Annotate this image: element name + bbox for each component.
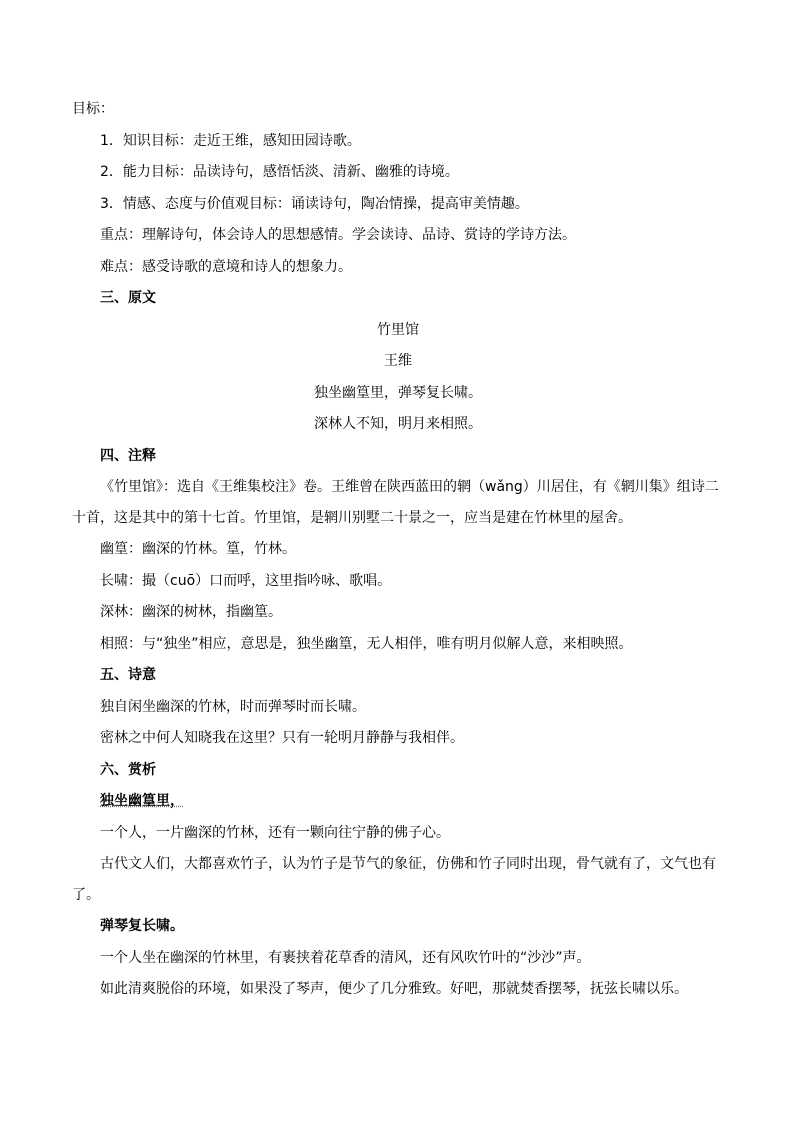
- difficulty-point: 难点：感受诗歌的意境和诗人的想象力。: [100, 258, 352, 275]
- meaning-line-1: 独自闲坐幽深的竹林，时而弹琴时而长啸。: [100, 698, 366, 715]
- document-page: [72, 94, 724, 1006]
- note-xiangzhao: 相照：与“独坐”相应，意思是，独坐幽篁，无人相伴，唯有明月似解人意，来相映照。: [100, 635, 633, 652]
- appreciation-subheading-2: 弹琴复长啸。: [100, 918, 184, 934]
- meaning-line-2: 密林之中何人知晓我在这里？只有一轮明月静静与我相伴。: [100, 730, 464, 746]
- note-youhuang: 幽篁：幽深的竹林。篁，竹林。: [100, 541, 296, 557]
- appreciation-para-3: 一个人坐在幽深的竹林里，有裹挟着花草香的清风，还有风吹竹叶的“沙沙”声。: [100, 949, 591, 966]
- objective-knowledge: 1．知识目标：走近王维，感知田园诗歌。: [100, 132, 361, 149]
- appreciation-para-1: 一个人，一片幽深的竹林，还有一颗向往宁静的佛子心。: [100, 824, 450, 841]
- poem-title: 竹里馆: [377, 321, 419, 338]
- poem-author: 王维: [384, 353, 412, 369]
- section-heading-meaning: 五、诗意: [100, 667, 156, 683]
- note-source: 《竹里馆》：选自《王维集校注》卷。王维曾在陕西蓝田的辋（wǎng）川居住，有《辋川集》组诗二十首，这是其中的第十七首。竹里馆，是辋川别墅二十景之一，应当是建在竹林里的屋舍。: [72, 479, 719, 526]
- section-heading-original: 三、原文: [100, 290, 156, 306]
- appreciation-para-2: 古代文人们，大都喜欢竹子，认为竹子是节气的象征，仿佛和竹子同时出现，骨气就有了，文气也有了。: [72, 856, 716, 903]
- key-point: 重点：理解诗句，体会诗人的思想感情。学会读诗、品诗、赏诗的学诗方法。: [100, 227, 576, 243]
- poem-line-2: 深林人不知，明月来相照。: [314, 416, 482, 432]
- note-shenlin: 深林：幽深的树林，指幽篁。: [100, 604, 282, 620]
- section-heading-appreciation: 六、赏析: [100, 761, 156, 778]
- note-changxiao: 长啸：撮（cuō）口而呼，这里指吟咏、歌唱。: [100, 572, 392, 589]
- objective-ability: 2．能力目标：品读诗句，感悟恬淡、清新、幽雅的诗境。: [100, 164, 459, 180]
- objective-emotion: 3．情感、态度与价值观目标：诵读诗句，陶冶情操，提高审美情趣。: [100, 195, 529, 212]
- appreciation-subheading-1: 独坐幽篁里，: [100, 793, 184, 809]
- appreciation-para-4: 如此清爽脱俗的环境，如果没了琴声，便少了几分雅致。好吧，那就焚香摆琴，抚弦长啸以乐。: [100, 981, 688, 997]
- objectives-heading: 目标：: [72, 101, 114, 117]
- poem-line-1: 独坐幽篁里，弹琴复长啸。: [314, 384, 482, 401]
- section-heading-notes: 四、注释: [100, 447, 156, 464]
